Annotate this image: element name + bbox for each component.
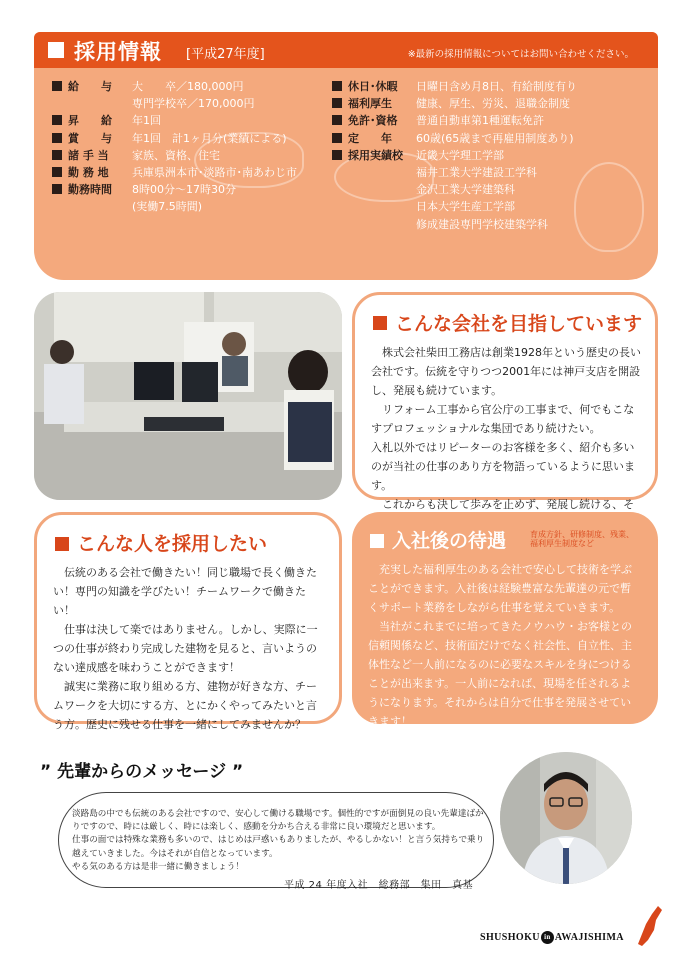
- info-label: 勤 務 地: [68, 166, 109, 180]
- square-bullet-icon: [52, 81, 62, 91]
- logo-text-right: AWAJISHIMA: [554, 931, 624, 943]
- recruitment-header-bar: [34, 32, 658, 68]
- info-value: 健康、厚生、労災、退職金制度: [416, 97, 570, 111]
- square-bullet-icon: [52, 167, 62, 177]
- square-bullet-icon: [55, 537, 69, 551]
- info-label: 福利厚生: [348, 97, 392, 111]
- awaji-island-icon: [636, 904, 664, 948]
- square-bullet-icon: [52, 150, 62, 160]
- square-bullet-icon: [370, 534, 384, 548]
- info-row: [332, 95, 577, 112]
- info-row: [52, 181, 297, 215]
- info-row: [332, 112, 577, 129]
- info-row: [332, 130, 577, 147]
- info-row: [332, 147, 577, 233]
- info-label: 賞 与: [68, 131, 112, 145]
- info-value: 年1回 計1ヶ月分(業績による): [132, 131, 287, 145]
- square-bullet-icon: [52, 184, 62, 194]
- employee-portrait: [500, 752, 632, 884]
- wanted-people-panel: [34, 512, 342, 731]
- recruitment-title: 採用情報: [74, 40, 162, 64]
- info-label: 昇 給: [68, 114, 112, 128]
- info-value: 普通自動車第1種運転免許: [416, 114, 544, 128]
- square-bullet-icon: [332, 81, 342, 91]
- senior-signature: 平成 24 年度入社 総務部 集田 真基: [284, 880, 474, 891]
- square-bullet-icon: [332, 133, 342, 143]
- recruitment-year: [平成27年度]: [186, 47, 265, 62]
- wanted-people-title: こんな人を採用したい: [77, 533, 268, 555]
- senior-message-heading: ” 先輩からのメッセージ ”: [40, 762, 244, 782]
- info-value: 年1回: [132, 114, 161, 128]
- info-value: 日曜日含め月8日、有給制度有り: [416, 80, 577, 93]
- shushoku-awajishima-logo: [480, 931, 624, 944]
- recruitment-note: ※最新の採用情報についてはお問い合わせください。: [407, 49, 634, 60]
- info-row: [52, 147, 297, 164]
- info-label: 免許･資格: [348, 114, 398, 128]
- square-bullet-icon: [332, 98, 342, 108]
- square-bullet-icon: [332, 150, 342, 160]
- info-value: 60歳(65歳まで再雇用制度あり): [416, 131, 574, 145]
- info-value: 8時00分～17時30分 (実働7.5時間): [132, 183, 236, 214]
- company-goal-panel: [352, 292, 658, 511]
- company-goal-title: こんな会社を目指しています: [395, 313, 643, 335]
- recruitment-info-box: [34, 32, 658, 280]
- square-bullet-icon: [373, 316, 387, 330]
- office-photo: [34, 292, 342, 500]
- company-goal-body: 株式会社柴田工務店は創業1928年という歴史の長い会社です。伝統を守りつつ2001年には神戸支店を開設し、発展も続けています。 リフォーム工事から官公庁の工事まで、何でもこなすプロフェッショナルな集団であり続けたい。 入札以外ではリピーターのお客様を多く、紹介も多いのが当社の仕事のあり方を物語っているように思います。 これからも決して歩みを止めず、発展し続ける、そ: [371, 346, 641, 511]
- info-row: [52, 78, 297, 112]
- treatment-body: 充実した福利厚生のある会社で安心して技術を学ぶことができます。入社後は経験豊富な先輩達の元で暫くサポート業務をしながら仕事を覚えていきます。 当社がこれまでに培ってきたノウハウ・お客様との信頼関係など、技術面だけでなく社会性、自立性、主体性など一人前になるのに必要なスキルを身につけることが出来ます。一人前になれば、現場を任されるようになります。それからは自分で仕事を発展させていきます！: [368, 563, 632, 728]
- wanted-people-body: 伝統のある会社で働きたい！同じ職場で長く働きたい！専門の知識を学びたい！チームワークで働きたい！ 仕事は決して楽ではありません。しかし、実際に一つの仕事が終わり完成した建物を見ると、言いようのない達成感を味わうことができます！ 誠実に業務に取り組める方、建物が好きな方、チームワークを大切にする方、とにかくやってみたいと言う方。歴史に残せる仕事を一緒にしてみませんか？: [53, 566, 318, 731]
- info-value: 近畿大学理工学部 福井工業大学建設工学科 金沢工業大学建築科 日本大学生産工学部 修成建設専門学校建築学科: [416, 148, 548, 231]
- treatment-subtitle: 育成方針、研修制度、残業、 福利厚生制度など: [530, 530, 634, 548]
- info-label: 勤務時間: [68, 183, 112, 197]
- treatment-panel: [352, 512, 658, 728]
- info-label: 給 与: [68, 80, 112, 93]
- info-row: [52, 130, 297, 147]
- square-bullet-icon: [332, 115, 342, 125]
- info-label: 定 年: [348, 131, 392, 145]
- employee-portrait-illustration: [500, 752, 632, 884]
- info-label: 休日･休暇: [348, 80, 398, 93]
- recruitment-list-left: [52, 78, 297, 216]
- recruitment-list-right: [332, 78, 577, 233]
- info-value: 兵庫県洲本市･淡路市･南あわじ市: [132, 166, 297, 180]
- info-row: [52, 164, 297, 181]
- info-value: 家族、資格、住宅: [132, 148, 220, 162]
- info-row: [332, 78, 577, 95]
- senior-message-body: 淡路島の中でも伝統のある会社ですので、安心して働ける職場です。個性的ですが面倒見の良い先輩達ばかりですので、時には厳しく、時には楽しく、感動を分かち合える非常に良い環境だと思います。 仕事の面では特殊な業務も多いので、はじめは戸惑いもありましたが、やるしかない！と言う気持ちで乗り越えていきました。今はそれが自信となっています。 やる気のある方は是非一緒に働きましょう！: [72, 809, 485, 872]
- square-bullet-icon: [52, 133, 62, 143]
- info-value: 大 卒／180,000円 専門学校卒／170,000円: [132, 80, 255, 111]
- logo-text-left: SHUSHOKU: [480, 931, 540, 943]
- square-bullet-icon: [52, 115, 62, 125]
- onion-decoration: [574, 162, 644, 252]
- logo-in-badge: in: [541, 931, 554, 944]
- office-photo-illustration: [34, 292, 342, 500]
- treatment-title: 入社後の待遇: [392, 530, 507, 552]
- square-bullet-icon: [48, 42, 64, 58]
- info-label: 諸 手 当: [68, 148, 109, 162]
- info-row: [52, 112, 297, 129]
- info-label: 採用実績校: [348, 148, 403, 162]
